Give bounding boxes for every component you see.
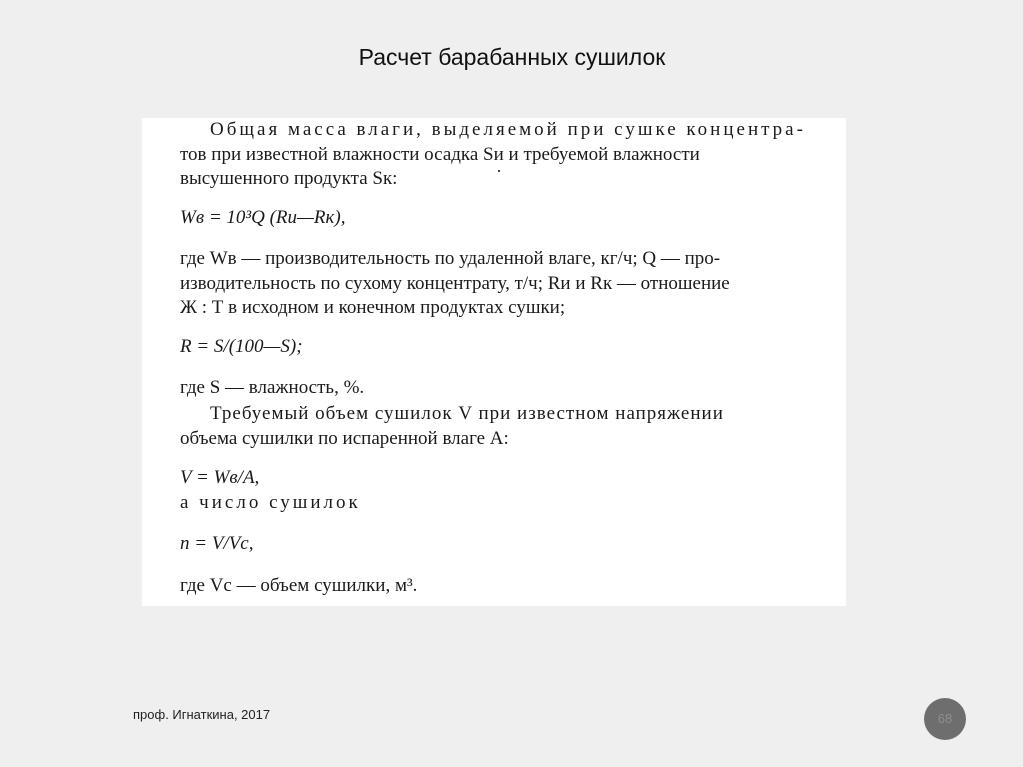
text-line-1: Общая масса влаги, выделяемой при сушке концентра- [210, 119, 806, 140]
formula-2: R = S/(100—S); [180, 336, 303, 357]
slide-title: Расчет барабанных сушилок [358, 44, 666, 70]
text-line-6: Ж : Т в исходном и конечном продуктах сушки; [180, 297, 566, 318]
scan-speck [498, 170, 500, 172]
text-line-10: а число сушилок [180, 492, 361, 513]
footer-author: проф. Игнаткина, 2017 [133, 707, 271, 722]
formula-4: n = V/Vc, [180, 533, 254, 554]
text-line-8: Требуемый объем сушилок V при известном напряжении [210, 403, 724, 424]
formula-3: V = Wв/A, [180, 467, 260, 488]
text-line-11: где Vc — объем сушилки, м³. [180, 575, 418, 596]
scanned-text-image [142, 118, 846, 606]
text-line-9: объема сушилки по испаренной влаге A: [180, 428, 509, 449]
formula-1: Wв = 10³Q (Rи—Rк), [180, 207, 346, 228]
text-line-7: где S — влажность, %. [180, 377, 365, 398]
text-line-2: тов при известной влажности осадка Sи и требуемой влажности [180, 144, 700, 165]
text-line-3: высушенного продукта Sк: [180, 168, 398, 189]
text-line-4: где Wв — производительность по удаленной влаге, кг/ч; Q — про- [180, 248, 721, 269]
text-line-5: изводительность по сухому концентрату, т/ч; Rи и Rк — отношение [180, 273, 730, 294]
page-number-badge: 68 [924, 698, 966, 740]
